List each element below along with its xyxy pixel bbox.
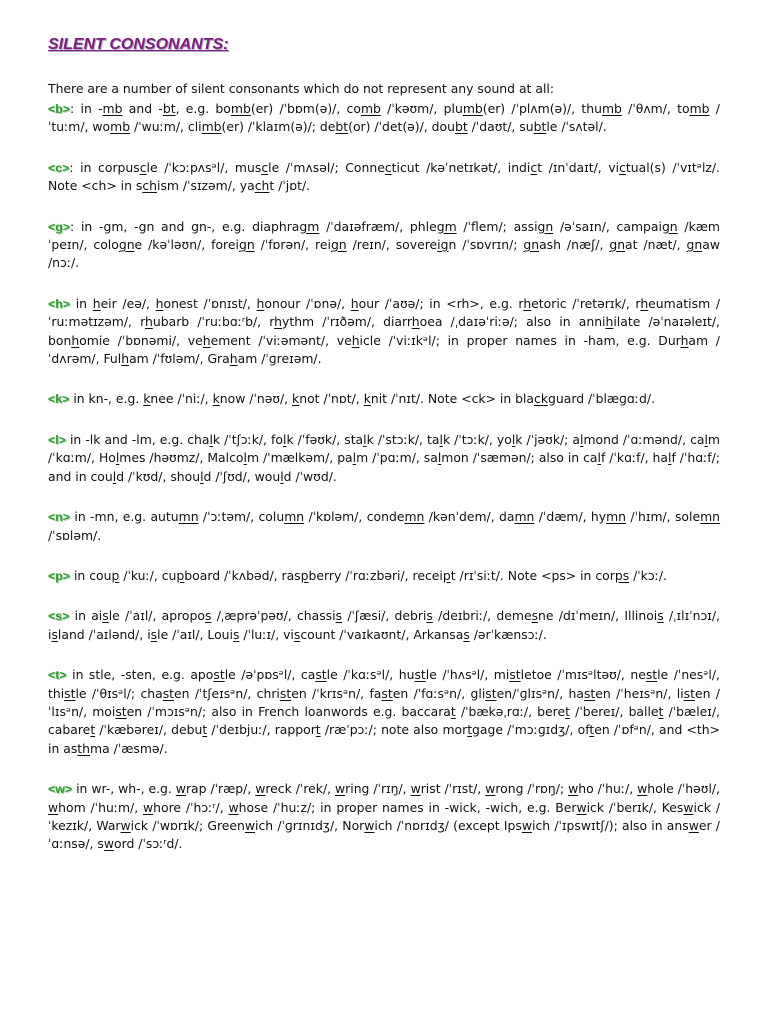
consonant-entry	[48, 390, 720, 408]
consonant-tag: <s>	[48, 609, 70, 624]
consonant-tag: <k>	[48, 392, 70, 407]
consonant-description: : in -mb and -bt, e.g. bomb(er) /ˈbɒm(ə)/, comb /ˈkəʊm/, plumb(er) /ˈplʌm(ə)/, thumb /ˈθʌm/, tomb /ˈtuːm/, womb /ˈwuːm/, climb(er) /ˈklaɪm(ə)/; debt(or) /ˈdet(ə)/, doubt /ˈdaʊt/, subtle /ˈsʌtəl/.	[48, 101, 720, 135]
consonant-entry	[48, 607, 720, 644]
consonant-tag: <t>	[48, 668, 67, 683]
consonant-tag: <n>	[48, 510, 71, 525]
consonant-entry	[48, 508, 720, 545]
consonant-description: in wr-, wh-, e.g. wrap /ˈræp/, wreck /ˈrek/, wring /ˈrɪŋ/, wrist /ˈrɪst/, wrong /ˈrɒŋ/; who /ˈhuː/, whole /ˈhəʊl/, whom /ˈhuːm/, whore /ˈhɔːʳ/, whose /ˈhuːz/; in proper names in -wick, -wich, e.g. Berwick /ˈberɪk/, Keswick /ˈkezɪk/, Warwick /ˈwɒrɪk/; Greenwich /ˈɡrɪnɪdʒ/, Norwich /ˈnɒrɪdʒ/ (except Ipswich /ˈɪpswɪtʃ/); also in answer /ˈɑːnsə/, sword /ˈsɔːʳd/.	[48, 781, 720, 852]
consonant-entry	[48, 567, 720, 585]
consonant-tag: <h>	[48, 296, 71, 311]
consonant-entry	[48, 100, 720, 137]
consonant-description: in -lk and -lm, e.g. chalk /ˈtʃɔːk/, folk /ˈfəʊk/, stalk /ˈstɔːk/, talk /ˈtɔːk/, yolk /ˈjəʊk/; almond /ˈɑːmənd/, calm /ˈkɑːm/, Holmes /həʊmz/, Malcolm /ˈmælkəm/, palm /ˈpɑːm/, salmon /ˈsæmən/; also in calf /ˈkɑːf/, half /ˈhɑːf/; and in could /ˈkʊd/, should /ˈʃʊd/, would /ˈwʊd/.	[48, 431, 720, 484]
consonant-tag: <c>	[48, 160, 70, 175]
consonant-entry	[48, 159, 720, 196]
consonant-entry	[48, 218, 720, 273]
page-title: SILENT CONSONANTS:	[48, 36, 229, 53]
entries-list	[48, 100, 720, 854]
consonant-entry	[48, 780, 720, 854]
consonant-entry	[48, 295, 720, 369]
consonant-tag: <l>	[48, 432, 66, 447]
consonant-description: in kn-, e.g. knee /ˈniː/, know /ˈnəʊ/, knot /ˈnɒt/, knit /ˈnɪt/. Note <ck> in blackguard /ˈblæɡɑːd/.	[69, 391, 655, 407]
consonant-tag: <g>	[48, 219, 71, 234]
consonant-entry	[48, 431, 720, 486]
consonant-description: in coup /ˈkuː/, cupboard /ˈkʌbəd/, raspberry /ˈrɑːzbəri/, receipt /rɪˈsiːt/. Note <ps> in corps /ˈkɔː/.	[70, 567, 667, 583]
consonant-description: in stle, -sten, e.g. apostle /əˈpɒsᵊl/, castle /ˈkɑːsᵊl/, hustle /ˈhʌsᵊl/, mistletoe /ˈmɪsᵊltəʊ/, nestle /ˈnesᵊl/, thistle /ˈθɪsᵊl/; chasten /ˈtʃeɪsᵊn/, christen /ˈkrɪsᵊn/, fasten /ˈfɑːsᵊn/, glisten/ˈɡlɪsᵊn/, hasten /ˈheɪsᵊn/, listen /ˈlɪsᵊn/, moisten /ˈmɔɪsᵊn/; also in French loanwords e.g. baccarat /ˈbækəˌrɑː/, beret /ˈbereɪ/, ballet /ˈbæleɪ/, cabaret /ˈkæbəreɪ/, debut /ˈdeɪbjuː/, rapport /ræˈpɔː/; note also mortgage /ˈmɔːɡɪdʒ/, often /ˈɒfᵊn/, and <th> in asthma /ˈæsmə/.	[48, 667, 720, 756]
consonant-tag: <p>	[48, 568, 71, 583]
consonant-description: in heir /eə/, honest /ˈɒnɪst/, honour /ˈɒnə/, hour /ˈaʊə/; in <rh>, e.g. rhetoric /ˈretərɪk/, rheumatism /ˈruːmətɪzəm/, rhubarb /ˈruːbɑːʳb/, rhythm /ˈrɪðəm/, diarrhoea /ˌdaɪəˈriːə/; also in annihilate /əˈnaɪəleɪt/, bonhomie /ˈbɒnəmi/, vehement /ˈviːəmənt/, vehicle /ˈviːɪkᵊl/; in proper names in -ham, e.g. Durham /ˈdʌrəm/, Fulham /ˈfʊləm/, Graham /ˈɡreɪəm/.	[48, 295, 720, 367]
consonant-tag: <w>	[48, 782, 73, 797]
intro-paragraph: There are a number of silent consonants which do not represent any sound at all:	[48, 81, 555, 96]
consonant-description: in aisle /ˈaɪl/, apropos /ˌæprəˈpəʊ/, chassis /ˈʃæsi/, debris /deɪbriː/, demesne /dɪˈmeɪn/, Illinois /ˌɪlɪˈnɔɪ/, island /ˈaɪlənd/, isle /ˈaɪl/, Louis /ˈluːɪ/, viscount /ˈvaɪkaʊnt/, Arkansas /ərˈkænsɔː/.	[48, 608, 720, 642]
consonant-description: in -mn, e.g. autumn /ˈɔːtəm/, column /ˈkɒləm/, condemn /kənˈdem/, damn /ˈdæm/, hymn /ˈhɪm/, solemn /ˈsɒləm/.	[48, 509, 721, 543]
consonant-entry	[48, 666, 720, 758]
consonant-description: : in -gm, -gn and gn-, e.g. diaphragm /ˈdaɪəfræm/, phlegm /ˈflem/; assign /əˈsaɪn/, campaign /kæmˈpeɪn/, cologne /kəˈləʊn/, foreign /ˈfɒrən/, reign /reɪn/, sovereign /ˈsɒvrɪn/; gnash /næʃ/, gnat /næt/, gnaw /nɔː/.	[48, 218, 720, 271]
consonant-tag: <b>	[48, 102, 71, 116]
consonant-description: : in corpuscle /ˈkɔːpʌsᵊl/, muscle /ˈmʌsəl/; Connecticut /kəˈnetɪkət/, indict /ɪnˈdaɪt/, victual(s) /ˈvɪtᵊlz/. Note <ch> in schism /ˈsɪzəm/, yacht /ˈjɒt/.	[48, 159, 720, 194]
